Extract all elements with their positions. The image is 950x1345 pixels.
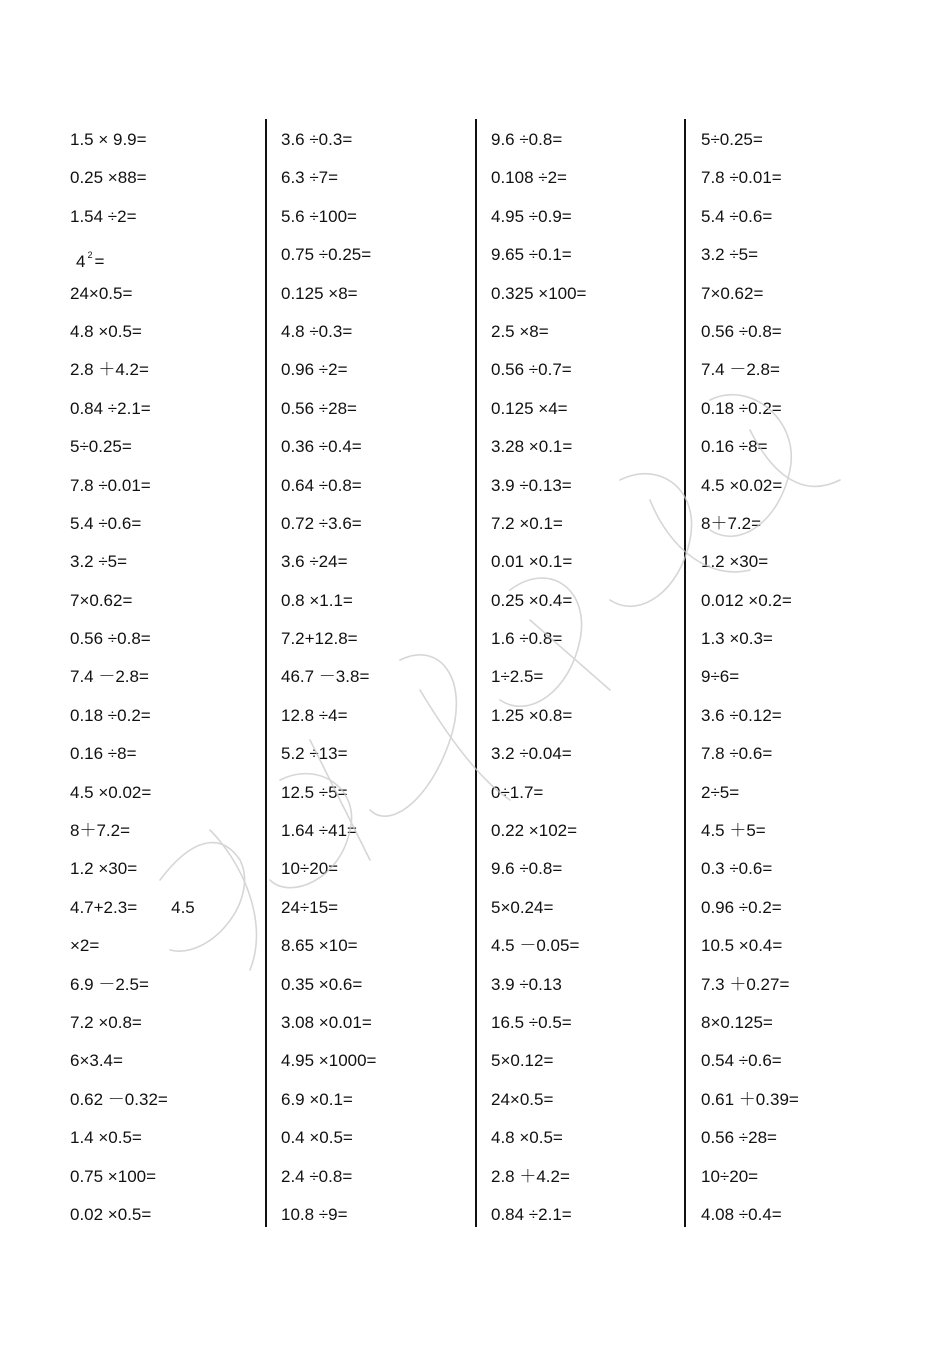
- column-divider: [475, 119, 477, 1227]
- problem-item: 5÷0.25=: [701, 130, 763, 149]
- problem-item: 0.56 ÷28=: [281, 398, 357, 418]
- problem-item: 4.95 ×1000=: [281, 1051, 377, 1071]
- problem-item: 10÷20=: [281, 859, 339, 879]
- problem-item: 24÷15=: [281, 897, 339, 917]
- problem-item: 8＋7.2=: [70, 821, 131, 841]
- problem-item: 5÷0.25=: [70, 437, 132, 457]
- problem-item: 1.54 ÷2=: [70, 206, 137, 226]
- problem-item: 1.5 × 9.9=: [70, 130, 147, 149]
- problem-item: 8＋7.2=: [701, 513, 762, 533]
- problem-item: 0.3 ÷0.6=: [701, 859, 773, 879]
- problem-item: 3.9 ÷0.13=: [491, 475, 572, 495]
- problem-column-1: [70, 121, 195, 1234]
- problem-item: 5.4 ÷0.6=: [70, 513, 142, 533]
- problem-item: 0.325 ×100=: [491, 283, 587, 303]
- problem-item: 4.8 ×0.5=: [70, 321, 142, 341]
- problem-item: 16.5 ÷0.5=: [491, 1012, 572, 1032]
- problem-item: 0.108 ÷2=: [491, 168, 567, 188]
- problem-item: 0.56 ÷0.8=: [70, 629, 151, 649]
- problem-item: 2.4 ÷0.8=: [281, 1166, 353, 1186]
- problem-item: 0.125 ×4=: [491, 398, 568, 418]
- problem-item: 7×0.62=: [701, 283, 764, 303]
- problem-item: 9.6 ÷0.8=: [491, 859, 563, 879]
- problem-item: 0.56 ÷28=: [701, 1128, 777, 1148]
- problem-item: 3.6 ÷0.12=: [701, 705, 782, 725]
- problem-item: 10.8 ÷9=: [281, 1204, 348, 1224]
- problem-item: 1.4 ×0.5=: [70, 1128, 142, 1148]
- problem-item: 9.65 ÷0.1=: [491, 245, 572, 265]
- problem-item: 6.9 ×0.1=: [281, 1089, 353, 1109]
- problem-item: 3.28 ×0.1=: [491, 437, 573, 457]
- problem-item: 9÷6=: [701, 667, 740, 687]
- problem-item: 0.84 ÷2.1=: [70, 398, 151, 418]
- problem-item: 6.3 ÷7=: [281, 168, 339, 188]
- problem-item: 7.8 ÷0.01=: [70, 475, 151, 495]
- problem-column-3: [491, 121, 586, 1234]
- problem-item: 0.25 ×0.4=: [491, 590, 573, 610]
- column-divider: [684, 119, 686, 1227]
- problem-item: 4.5 ×0.02=: [70, 782, 152, 802]
- problem-item: 0.75 ÷0.25=: [281, 245, 372, 265]
- problem-column-4: [701, 121, 799, 1234]
- problem-item: 0.84 ÷2.1=: [491, 1204, 572, 1224]
- problem-item: 0.64 ÷0.8=: [281, 475, 362, 495]
- column-divider: [265, 119, 267, 1227]
- problem-item: 7.4 －2.8=: [701, 360, 780, 380]
- square-base: 4: [76, 252, 86, 272]
- problem-item: 3.2 ÷5=: [701, 245, 759, 265]
- problem-item: 0.75 ×100=: [70, 1166, 157, 1186]
- problem-item: 7.8 ÷0.6=: [701, 744, 773, 764]
- square-exponent: 2: [87, 250, 93, 261]
- problem-item: 2.8 ＋4.2=: [70, 360, 149, 380]
- problem-item: 2.5 ×8=: [491, 321, 549, 341]
- problem-item: 1.2 ×30=: [70, 859, 138, 879]
- problem-item: 7.4 －2.8=: [70, 667, 149, 687]
- problem-item: 4.8 ×0.5=: [491, 1128, 563, 1148]
- problem-item: 4.5 －0.05=: [491, 936, 580, 956]
- problem-item: 0.22 ×102=: [491, 821, 578, 841]
- problem-item: 7.2+12.8=: [281, 629, 358, 649]
- problem-item: 0.16 ÷8=: [701, 437, 768, 457]
- problem-column-2: [281, 121, 376, 1234]
- problem-item: 1.64 ÷41=: [281, 821, 357, 841]
- problem-item: 2.8 ＋4.2=: [491, 1166, 570, 1186]
- problem-item: 3.2 ÷0.04=: [491, 744, 572, 764]
- problem-item: 0.02 ×0.5=: [70, 1204, 152, 1224]
- problem-text-wrap-start: 4.5: [171, 897, 195, 917]
- problem-item: 12.5 ÷5=: [281, 782, 348, 802]
- problem-item: 12.8 ÷4=: [281, 705, 348, 725]
- problem-item: 0.125 ×8=: [281, 283, 358, 303]
- problem-item: 0.25 ×88=: [70, 168, 147, 188]
- problem-item-wrapped: [70, 889, 195, 927]
- problem-item: 7.2 ×0.8=: [70, 1012, 142, 1032]
- problem-item: 0.62 －0.32=: [70, 1089, 168, 1109]
- problem-item: 10.5 ×0.4=: [701, 936, 783, 956]
- problem-item: 5.2 ÷13=: [281, 744, 348, 764]
- problem-item: 3.6 ÷0.3=: [281, 130, 353, 149]
- problem-item: 0.16 ÷8=: [70, 744, 137, 764]
- problem-item: 0.72 ÷3.6=: [281, 513, 362, 533]
- problem-item: 1.3 ×0.3=: [701, 629, 773, 649]
- problem-item: 4.8 ÷0.3=: [281, 321, 353, 341]
- problem-item: 7.3 ＋0.27=: [701, 974, 790, 994]
- problem-item: 0.01 ×0.1=: [491, 552, 573, 572]
- problem-item: 0.18 ÷0.2=: [70, 705, 151, 725]
- problem-item: 9.6 ÷0.8=: [491, 130, 563, 149]
- problem-text: 4.7+2.3=: [70, 897, 138, 917]
- problem-item: 3.6 ÷24=: [281, 552, 348, 572]
- problem-item: 0.36 ÷0.4=: [281, 437, 362, 457]
- problem-item: 5.6 ÷100=: [281, 206, 357, 226]
- problem-item: 7.8 ÷0.01=: [701, 168, 782, 188]
- problem-item: 0.56 ÷0.8=: [701, 321, 782, 341]
- problem-item: 8.65 ×10=: [281, 936, 358, 956]
- problem-item: 4.95 ÷0.9=: [491, 206, 572, 226]
- problem-item: 5×0.12=: [491, 1051, 554, 1071]
- problem-item: 1÷2.5=: [491, 667, 544, 687]
- problem-item: 0.96 ÷2=: [281, 360, 348, 380]
- problem-item: 3.08 ×0.01=: [281, 1012, 372, 1032]
- problem-item-continuation: ×2=: [70, 936, 100, 956]
- problem-item: 0.96 ÷0.2=: [701, 897, 782, 917]
- problem-item: 7.2 ×0.1=: [491, 513, 563, 533]
- problem-item: 4.5 ×0.02=: [701, 475, 783, 495]
- problem-item: 0.8 ×1.1=: [281, 590, 353, 610]
- problem-item: 4.5 ＋5=: [701, 821, 766, 841]
- problem-item: 46.7 －3.8=: [281, 667, 370, 687]
- problem-item: 6×3.4=: [70, 1051, 123, 1071]
- problem-item: 0.56 ÷0.7=: [491, 360, 572, 380]
- problem-item: 2÷5=: [701, 782, 740, 802]
- problem-item: 0÷1.7=: [491, 782, 544, 802]
- problem-item: 3.2 ÷5=: [70, 552, 128, 572]
- problem-item: 1.6 ÷0.8=: [491, 629, 563, 649]
- problem-item: 3.9 ÷0.13: [491, 974, 562, 994]
- problem-item: 6.9 －2.5=: [70, 974, 149, 994]
- problem-item: 24×0.5=: [70, 283, 133, 303]
- problem-item: 8×0.125=: [701, 1012, 773, 1032]
- problem-item: 5×0.24=: [491, 897, 554, 917]
- problem-item: 1.2 ×30=: [701, 552, 769, 572]
- problem-item-square: [70, 236, 195, 274]
- problem-item: 0.18 ÷0.2=: [701, 398, 782, 418]
- square-equals: =: [94, 252, 105, 272]
- problem-item: 1.25 ×0.8=: [491, 705, 573, 725]
- problem-item: 0.35 ×0.6=: [281, 974, 363, 994]
- problem-item: 24×0.5=: [491, 1089, 554, 1109]
- problem-item: 0.4 ×0.5=: [281, 1128, 353, 1148]
- problem-item: 0.012 ×0.2=: [701, 590, 792, 610]
- problem-item: 0.61 ＋0.39=: [701, 1089, 799, 1109]
- problem-item: 10÷20=: [701, 1166, 759, 1186]
- problem-item: 4.08 ÷0.4=: [701, 1204, 782, 1224]
- problem-item: 5.4 ÷0.6=: [701, 206, 773, 226]
- problem-item: 7×0.62=: [70, 590, 133, 610]
- problem-item: 0.54 ÷0.6=: [701, 1051, 782, 1071]
